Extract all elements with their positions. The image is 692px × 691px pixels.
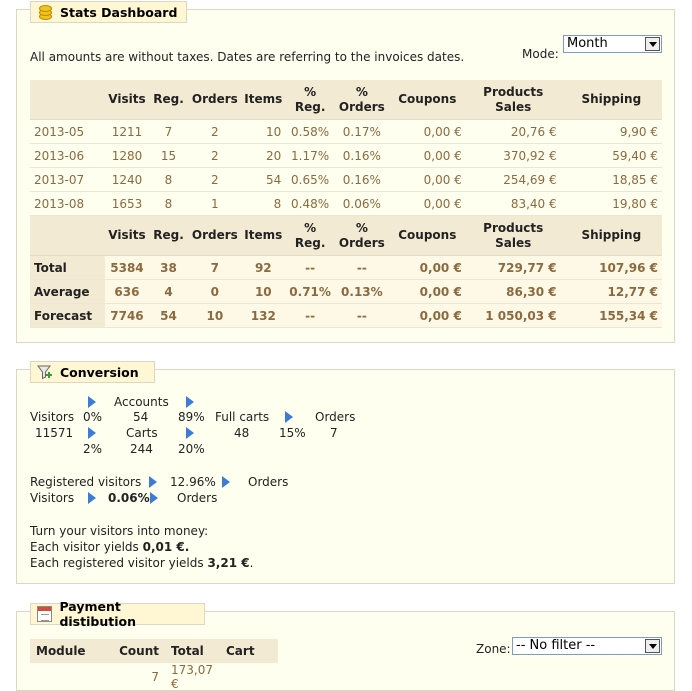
cell: 10 — [188, 304, 241, 328]
funnel-icon — [37, 364, 53, 380]
stats-dashboard-panel — [16, 4, 675, 343]
arrow-right-icon — [285, 411, 293, 423]
arrow-right-icon — [149, 476, 157, 488]
cell — [30, 663, 105, 691]
cell: 2013-06 — [30, 144, 105, 168]
col-header-coupons: Coupons — [389, 216, 466, 256]
arrow-right-icon — [222, 476, 230, 488]
cell: 0.48% — [285, 192, 335, 216]
col-header-items: Items — [241, 80, 285, 120]
col-header-count: Count — [105, 639, 165, 663]
summary-row-average — [30, 280, 662, 304]
cell: 2 — [188, 120, 241, 144]
visitor-yield — [30, 540, 189, 554]
mode-select[interactable] — [563, 35, 662, 53]
cell: 10 — [241, 280, 285, 304]
cell: 1211 — [105, 120, 148, 144]
cell: 12,77 € — [561, 280, 662, 304]
orders-count: 7 — [330, 426, 338, 440]
mode-label: Mode: — [522, 47, 559, 61]
summary-row-total — [30, 256, 662, 280]
conversion-panel — [16, 364, 675, 584]
col-header-items: Items — [241, 216, 285, 256]
col-header-pct-reg: % Reg. — [285, 80, 335, 120]
cell: 59,40 € — [561, 144, 662, 168]
cell: 4 — [149, 280, 189, 304]
cell: 2013-07 — [30, 168, 105, 192]
row-label: Average — [30, 280, 105, 304]
registered-yield-end: . — [249, 556, 254, 570]
cell: 7 — [151, 670, 159, 684]
table-row — [30, 663, 278, 691]
cell: 0,00 € — [389, 192, 466, 216]
col-header — [30, 80, 105, 120]
cell: 92 — [241, 256, 285, 280]
arrow-right-icon — [88, 396, 96, 408]
cell: 86,30 € — [466, 280, 561, 304]
row-label: Forecast — [30, 304, 105, 328]
cell — [220, 663, 278, 691]
carts-label: Carts — [126, 426, 158, 440]
cell: 8 — [241, 192, 285, 216]
col-header-pct-reg: % Reg. — [285, 216, 335, 256]
col-header — [30, 216, 105, 256]
cell: 20,76 € — [466, 120, 561, 144]
visitors-count: 11571 — [35, 426, 74, 440]
full-carts-count: 48 — [234, 426, 250, 440]
cell: 54 — [241, 168, 285, 192]
cell: -- — [335, 256, 389, 280]
payment-header-row — [30, 639, 278, 663]
cell: 8 — [149, 192, 189, 216]
cell: 7 — [188, 256, 241, 280]
cell: 7746 — [105, 304, 148, 328]
cell: 0,00 € — [389, 280, 466, 304]
mode-select-value: Month — [567, 36, 608, 51]
cell: 1240 — [105, 168, 148, 192]
cell: 173,07 € — [171, 663, 213, 691]
cell: 2 — [188, 144, 241, 168]
cell: 1653 — [105, 192, 148, 216]
registered-pct: 12.96% — [170, 475, 216, 489]
zone-select-value: -- No filter -- — [516, 638, 596, 653]
stats-summary-header-row — [30, 216, 662, 256]
visitor-yield-text: Each visitor yields — [30, 540, 143, 554]
col-header-reg: Reg. — [149, 80, 189, 120]
visitors-pct: 0.06% — [108, 491, 150, 505]
col-header-coupons: Coupons — [389, 80, 466, 120]
arrow-right-icon — [186, 427, 194, 439]
arrow-right-icon — [88, 492, 96, 504]
registered-yield — [30, 556, 253, 570]
visitor-yield-value: 0,01 €. — [142, 540, 190, 554]
cell: 0.06% — [335, 192, 389, 216]
arrow-right-icon — [88, 427, 96, 439]
col-header-products-sales: Products Sales — [466, 80, 561, 120]
cell: 83,40 € — [466, 192, 561, 216]
calendar-icon — [37, 606, 52, 622]
cell: 0,00 € — [389, 256, 466, 280]
pct-accounts-full: 89% — [178, 410, 205, 424]
visitors-label-2: Visitors — [30, 491, 75, 505]
summary-row-forecast — [30, 304, 662, 328]
cell: -- — [335, 304, 389, 328]
col-header-cart: Cart — [220, 639, 278, 663]
col-header-products-sales: Products Sales — [466, 216, 561, 256]
cell: 0.17% — [335, 120, 389, 144]
cell: 729,77 € — [466, 256, 561, 280]
registered-yield-value: 3,21 € — [207, 556, 250, 570]
stats-dashboard-title: Stats Dashboard — [60, 4, 178, 20]
pct-carts-full: 20% — [178, 442, 205, 456]
row-label: Total — [30, 256, 105, 280]
col-header-total: Total — [165, 639, 220, 663]
money-title: Turn your visitors into money: — [30, 524, 209, 538]
col-header-pct-orders: % Orders — [335, 80, 389, 120]
col-header-orders: Orders — [188, 216, 241, 256]
stats-dashboard-legend — [30, 1, 187, 23]
cell: 636 — [105, 280, 148, 304]
cell: 0.65% — [285, 168, 335, 192]
chevron-down-icon[interactable] — [645, 639, 660, 653]
stats-header-row — [30, 80, 662, 120]
col-header-shipping: Shipping — [561, 80, 662, 120]
cell: 9,90 € — [561, 120, 662, 144]
arrow-right-icon — [186, 396, 194, 408]
cell: 0,00 € — [389, 144, 466, 168]
cell: 0,00 € — [389, 304, 466, 328]
cell: 0.16% — [335, 168, 389, 192]
col-header-module: Module — [30, 639, 105, 663]
cell: 20 — [241, 144, 285, 168]
registered-visitors-label: Registered visitors — [30, 475, 142, 489]
col-header-orders: Orders — [188, 80, 241, 120]
table-row — [30, 168, 662, 192]
cell: 0 — [188, 280, 241, 304]
col-header-shipping: Shipping — [561, 216, 662, 256]
payment-panel — [16, 599, 675, 691]
cell: 5384 — [105, 256, 148, 280]
cell: 7 — [149, 120, 189, 144]
cell: 370,92 € — [466, 144, 561, 168]
pct-visitors-accounts: 0% — [83, 410, 103, 424]
accounts-count: 54 — [133, 410, 149, 424]
accounts-label: Accounts — [114, 395, 169, 409]
cell: 10 — [241, 120, 285, 144]
cell: 1.17% — [285, 144, 335, 168]
cell: 0.58% — [285, 120, 335, 144]
cell: 155,34 € — [561, 304, 662, 328]
cell: 0.16% — [335, 144, 389, 168]
cell: 54 — [149, 304, 189, 328]
chevron-down-icon[interactable] — [645, 37, 660, 51]
conversion-legend — [30, 361, 155, 383]
cell: 18,85 € — [561, 168, 662, 192]
cell: 0,00 € — [389, 168, 466, 192]
zone-label: Zone: — [476, 642, 511, 656]
cell: 2013-08 — [30, 192, 105, 216]
table-row — [30, 144, 662, 168]
payment-legend — [30, 599, 205, 629]
cell: 2013-05 — [30, 120, 105, 144]
cell: 254,69 € — [466, 168, 561, 192]
cell: -- — [285, 256, 335, 280]
col-header-visits: Visits — [105, 80, 148, 120]
cell: 0,00 € — [389, 120, 466, 144]
cell: 0.71% — [285, 280, 335, 304]
visitors-orders-label: Orders — [177, 491, 218, 505]
cell: 2 — [188, 168, 241, 192]
registered-orders-label: Orders — [248, 475, 289, 489]
cell: 1280 — [105, 144, 148, 168]
cell: 1 050,03 € — [466, 304, 561, 328]
visitors-label: Visitors — [30, 410, 75, 424]
conversion-title: Conversion — [60, 364, 139, 380]
table-row — [30, 192, 662, 216]
col-header-visits: Visits — [105, 216, 148, 256]
arrow-right-icon — [150, 492, 158, 504]
zone-select[interactable] — [512, 637, 662, 655]
cell: 19,80 € — [561, 192, 662, 216]
full-carts-label: Full carts — [215, 410, 270, 424]
registered-yield-text: Each registered visitor yields — [30, 556, 208, 570]
stats-table — [30, 80, 662, 328]
carts-count: 244 — [130, 442, 153, 456]
pct-visitors-carts: 2% — [83, 442, 103, 456]
orders-label: Orders — [315, 410, 356, 424]
payment-title: Payment distibution — [59, 599, 136, 629]
payment-table — [30, 639, 278, 691]
amounts-note: All amounts are without taxes. Dates are referring to the invoices dates. — [30, 50, 465, 64]
cell: 107,96 € — [561, 256, 662, 280]
pct-full-orders: 15% — [279, 426, 306, 440]
cell: 8 — [149, 168, 189, 192]
table-row — [30, 120, 662, 144]
cell: 0.13% — [335, 280, 389, 304]
cell: 132 — [241, 304, 285, 328]
cell: 38 — [149, 256, 189, 280]
col-header-pct-orders: % Orders — [335, 216, 389, 256]
col-header-reg: Reg. — [149, 216, 189, 256]
coins-icon — [37, 4, 53, 20]
cell: -- — [285, 304, 335, 328]
cell: 1 — [188, 192, 241, 216]
cell: 15 — [149, 144, 189, 168]
